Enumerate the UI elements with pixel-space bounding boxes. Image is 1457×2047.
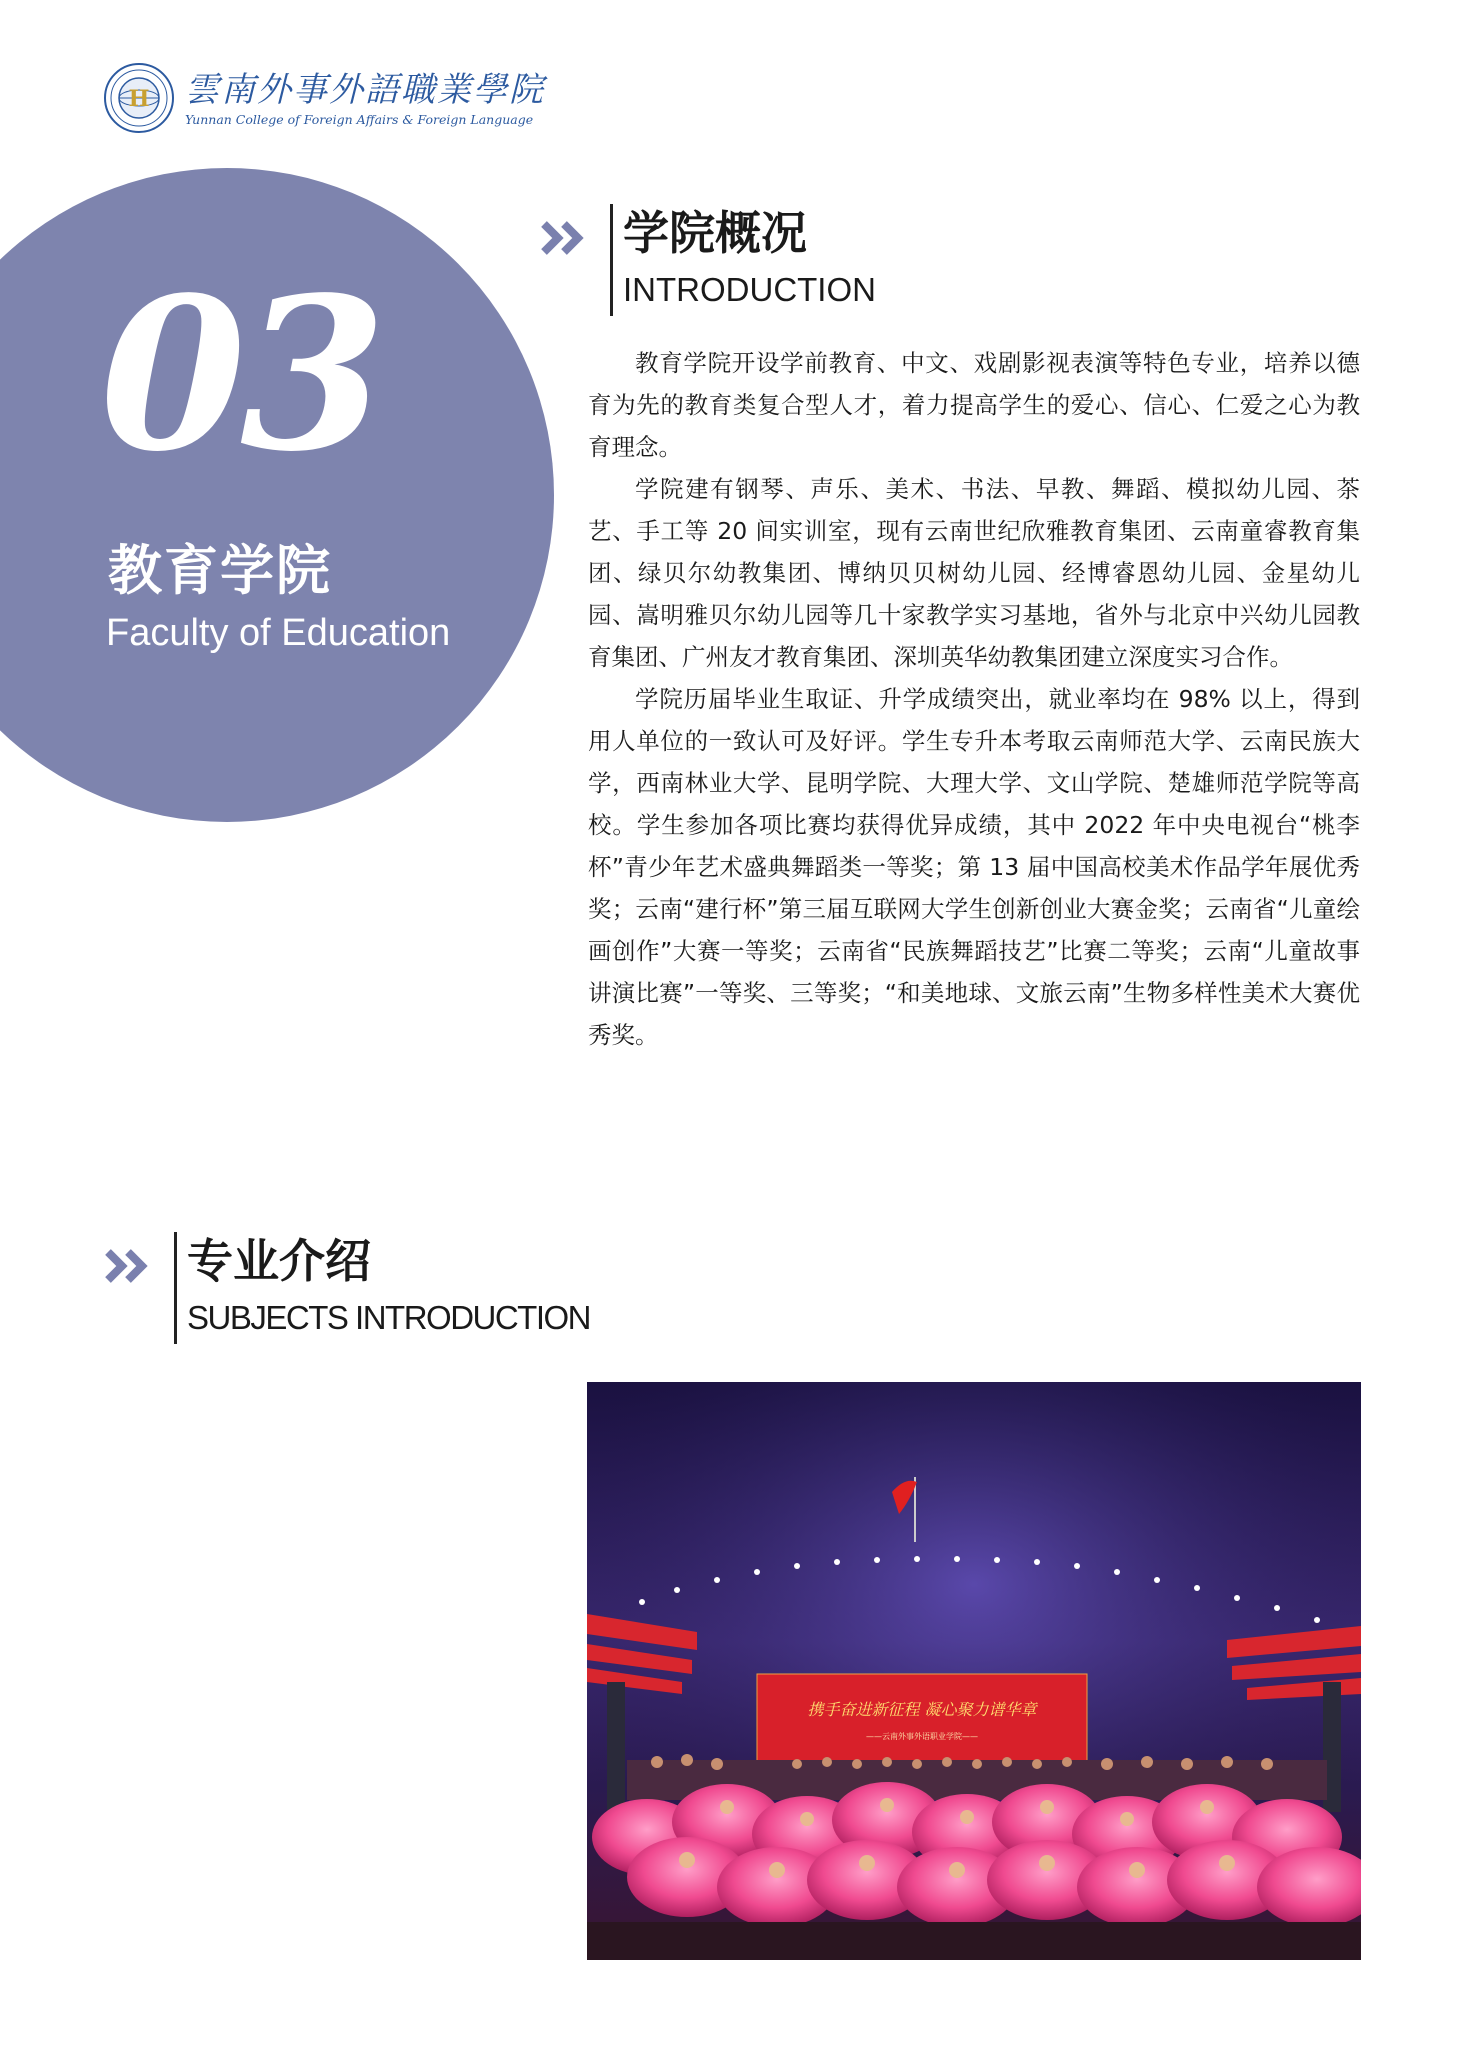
subjects-title-cn: 专业介绍 — [187, 1234, 371, 1288]
school-name-cn: 雲南外事外語職業學院 — [185, 69, 545, 110]
intro-paragraph: 学院历届毕业生取证、升学成绩突出，就业率均在 98% 以上，得到用人单位的一致认可及好评。学生专升本考取云南师范大学、云南民族大学，西南林业大学、昆明学院、大理大学、文山学院、楚雄师范学院等高校。学生参加各项比赛均获得优异成绩，其中 2022 年中央电视台“桃李杯”青少年艺术盛典舞蹈类一等奖；第 13 届中国高校美术作品学年展优秀奖；云南“建行杯”第三届互联网大学生创新创业大赛金奖；云南省“儿童绘画创作”大赛一等奖；云南省“民族舞蹈技艺”比赛二等奖；云南“儿童故事讲演比赛”一等奖、三等奖；“和美地球、文旅云南”生物多样性美术大赛优秀奖。 — [588, 685, 1360, 1049]
school-seal-icon — [103, 62, 175, 134]
faculty-name-en: Faculty of Education — [106, 612, 451, 654]
stage-banner-subtext: ——云南外事外语职业学院—— — [866, 1732, 978, 1741]
double-chevron-icon — [540, 218, 588, 258]
intro-body — [588, 342, 1360, 1056]
school-logo — [103, 62, 545, 134]
faculty-name-cn: 教育学院 — [108, 539, 332, 602]
intro-paragraph: 教育学院开设学前教育、中文、戏剧影视表演等特色专业，培养以德育为先的教育类复合型人才，着力提高学生的爱心、信心、仁爱之心为教育理念。 — [588, 349, 1360, 461]
section-divider — [610, 204, 613, 316]
double-chevron-icon — [104, 1246, 152, 1286]
svg-text:H: H — [128, 86, 150, 112]
section-divider — [174, 1232, 177, 1344]
subjects-section-header — [104, 1232, 590, 1344]
intro-section-header — [540, 204, 876, 316]
subjects-title-en: SUBJECTS INTRODUCTION — [187, 1299, 591, 1336]
faculty-number: 03 — [100, 251, 381, 498]
school-name-en: Yunnan College of Foreign Affairs & Foreign Language — [185, 111, 534, 127]
stage-performance-photo — [587, 1382, 1361, 1960]
intro-title-en: INTRODUCTION — [623, 271, 876, 308]
intro-title-cn: 学院概况 — [623, 206, 807, 260]
stage-banner-text: 携手奋进新征程 凝心聚力谱华章 — [807, 1700, 1037, 1719]
intro-paragraph: 学院建有钢琴、声乐、美术、书法、早教、舞蹈、模拟幼儿园、茶艺、手工等 20 间实训室，现有云南世纪欣雅教育集团、云南童睿教育集团、绿贝尔幼教集团、博纳贝贝树幼儿园、经博睿恩幼儿园、金星幼儿园、嵩明雅贝尔幼儿园等几十家教学实习基地，省外与北京中兴幼儿园教育集团、广州友才教育集团、深圳英华幼教集团建立深度实习合作。 — [588, 475, 1360, 671]
